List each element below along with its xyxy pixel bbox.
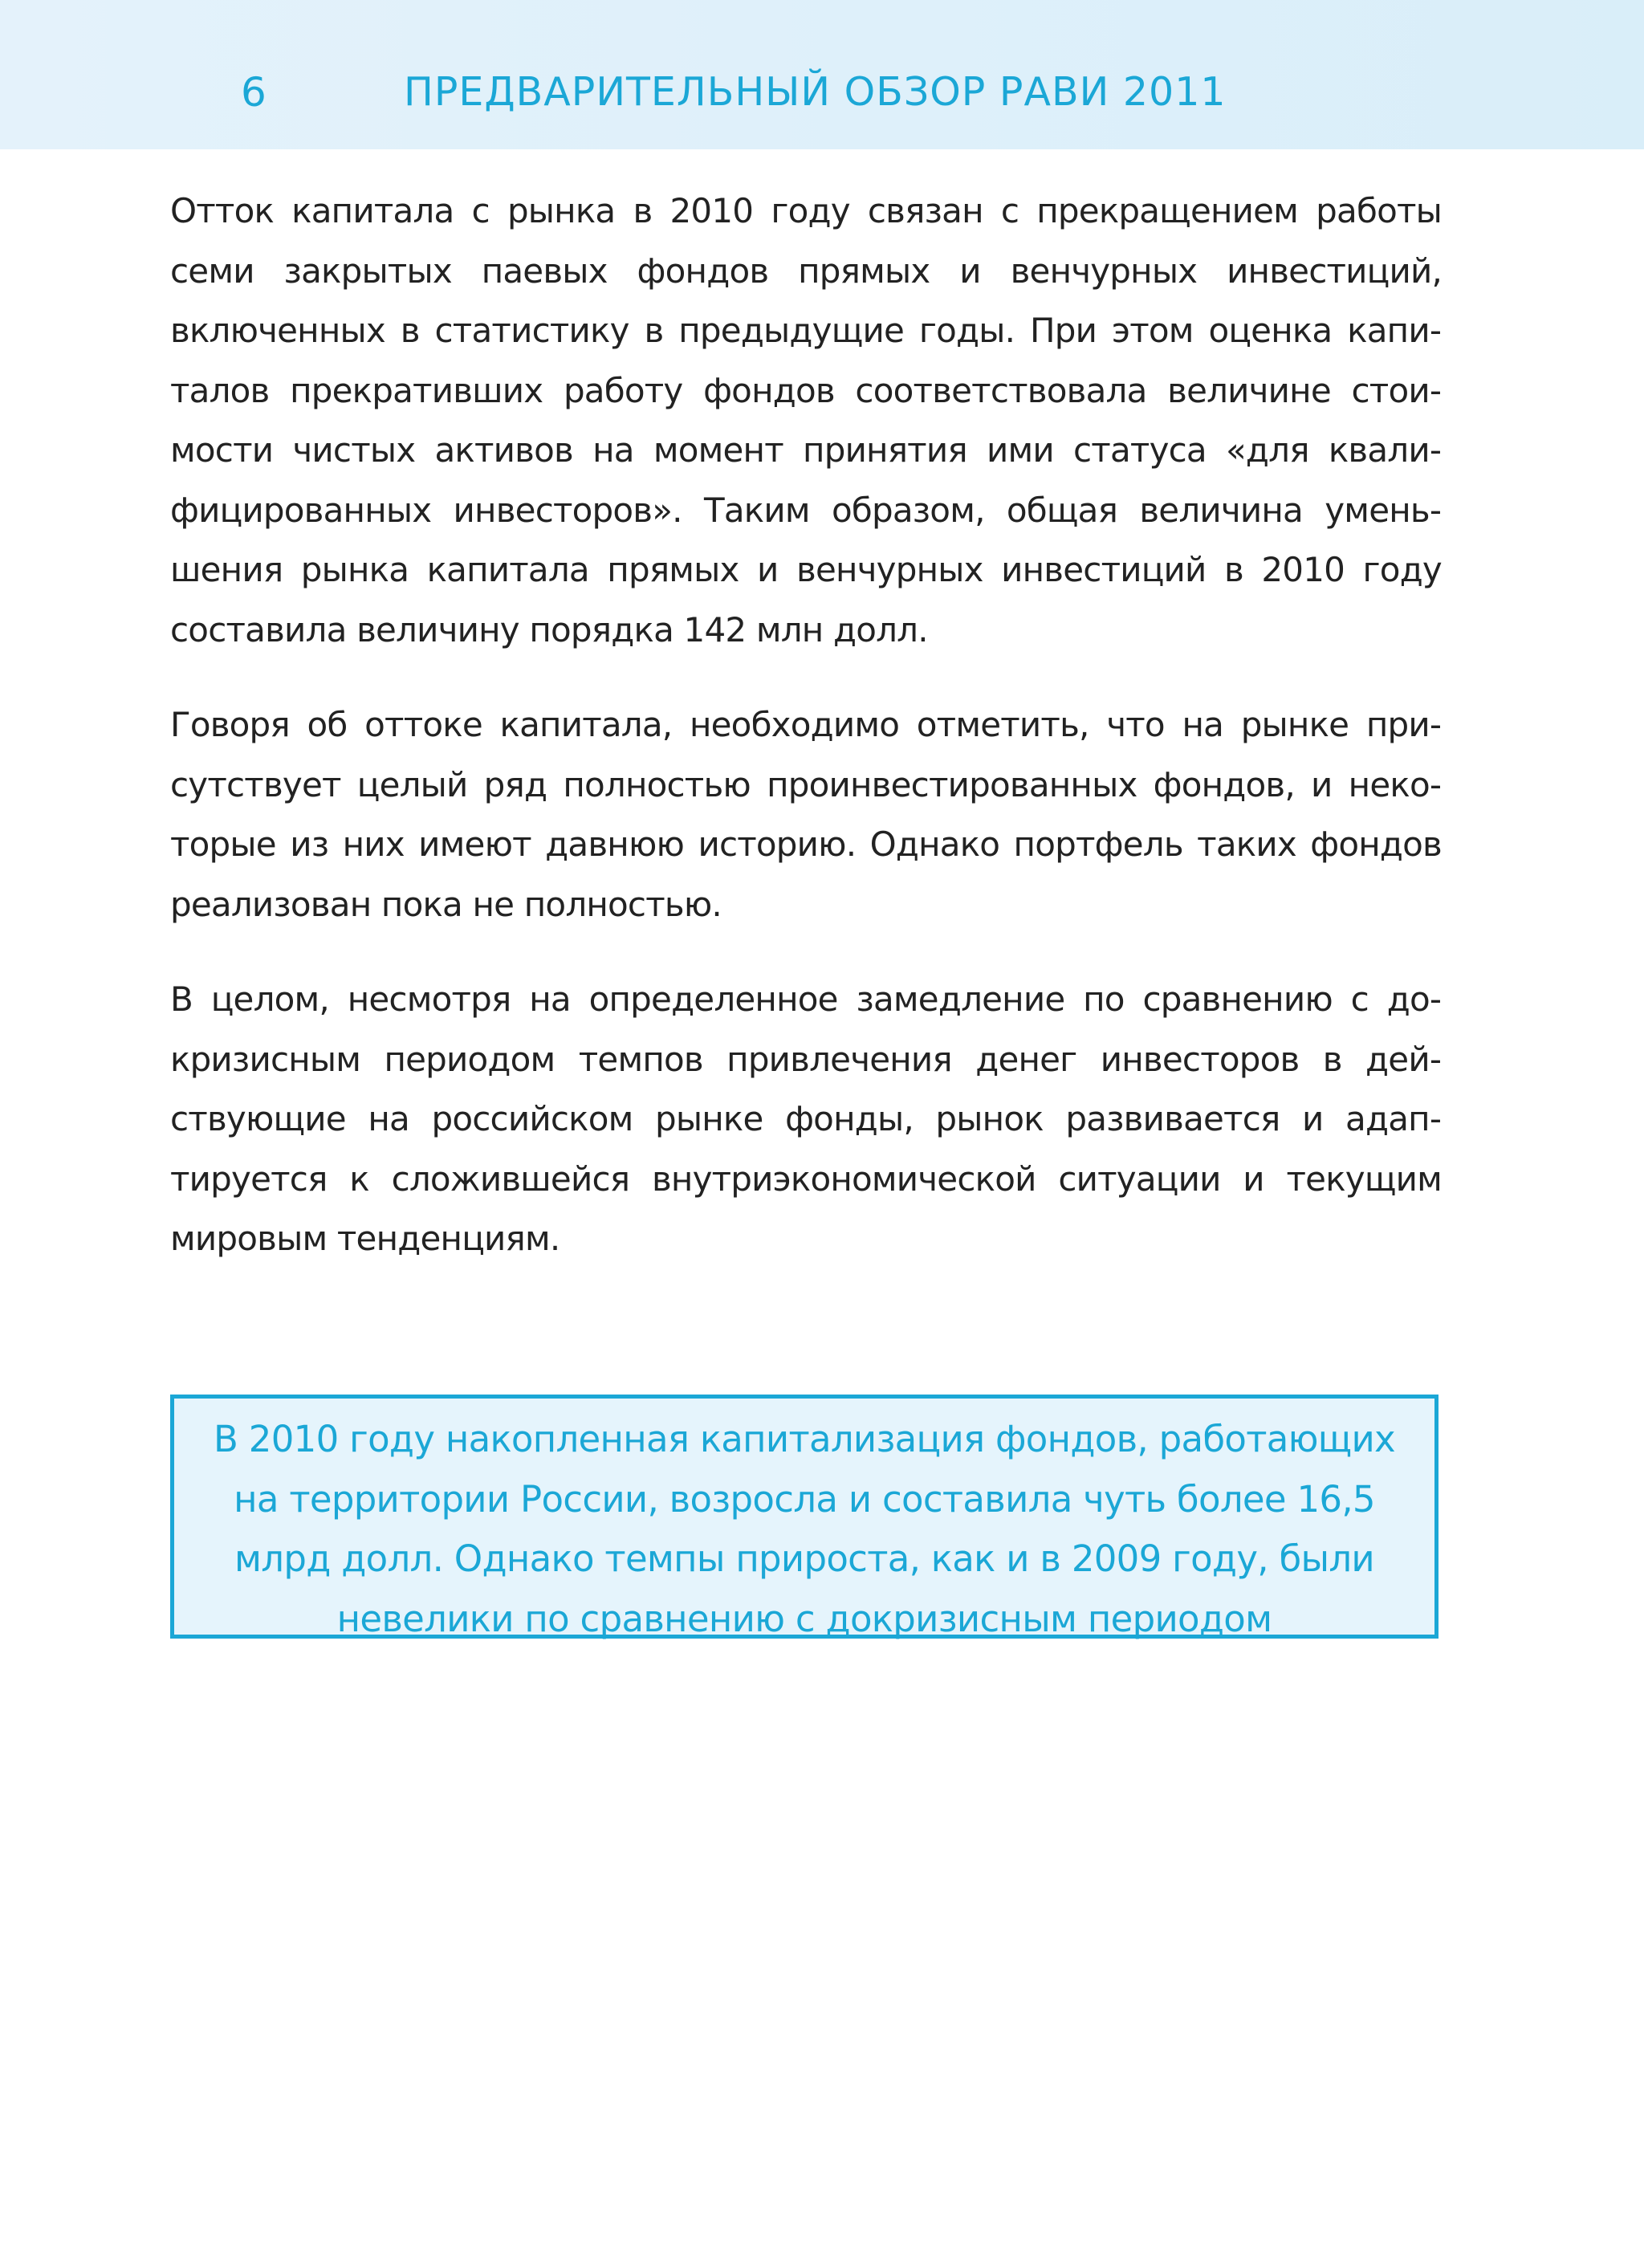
body-paragraph-2: Говоря об оттоке капитала, необходимо отметить, что на рынке присутствует целый ряд полностью проинвестированных фондов, и некоторые из них имеют давнюю историю. Однако портфель таких фондов реализован пока не полностью. (170, 705, 1442, 924)
callout-text: В 2010 году накопленная капитализация фондов, работающих на территории России, возросла и составила чуть более 16,5 млрд долл. Однако темпы прироста, как и в 2009 году, были невелики по сравнению с докризисным периодом (214, 1418, 1395, 1640)
body-paragraph-1: Отток капитала с рынка в 2010 году связан с прекращением работы семи закрытых паевых фондов прямых и венчурных инвестиций, включенных в статистику в предыдущие годы. При этом оценка капиталов прекративших работу фондов соответствовала величине стоимости чистых активов на момент принятия ими статуса «для квалифицированных инвесторов». Таким образом, общая величина уменьшения рынка капитала прямых и венчурных инвестиций в 2010 году составила величину порядка 142 млн долл. (170, 191, 1442, 649)
page-number: 6 (241, 69, 267, 116)
highlight-callout-box (170, 1395, 1438, 1639)
page-header-band (0, 0, 1644, 149)
body-paragraph-3: В целом, несмотря на определенное замедление по сравнению с докризисным периодом темпов привлечения денег инвесторов в действующие на российском рынке фонды, рынок развивается и адаптируется к сложившейся внутриэкономической ситуации и текущим мировым тенденциям. (170, 979, 1442, 1258)
running-header-title: ПРЕДВАРИТЕЛЬНЫЙ ОБЗОР РАВИ 2011 (404, 69, 1227, 115)
